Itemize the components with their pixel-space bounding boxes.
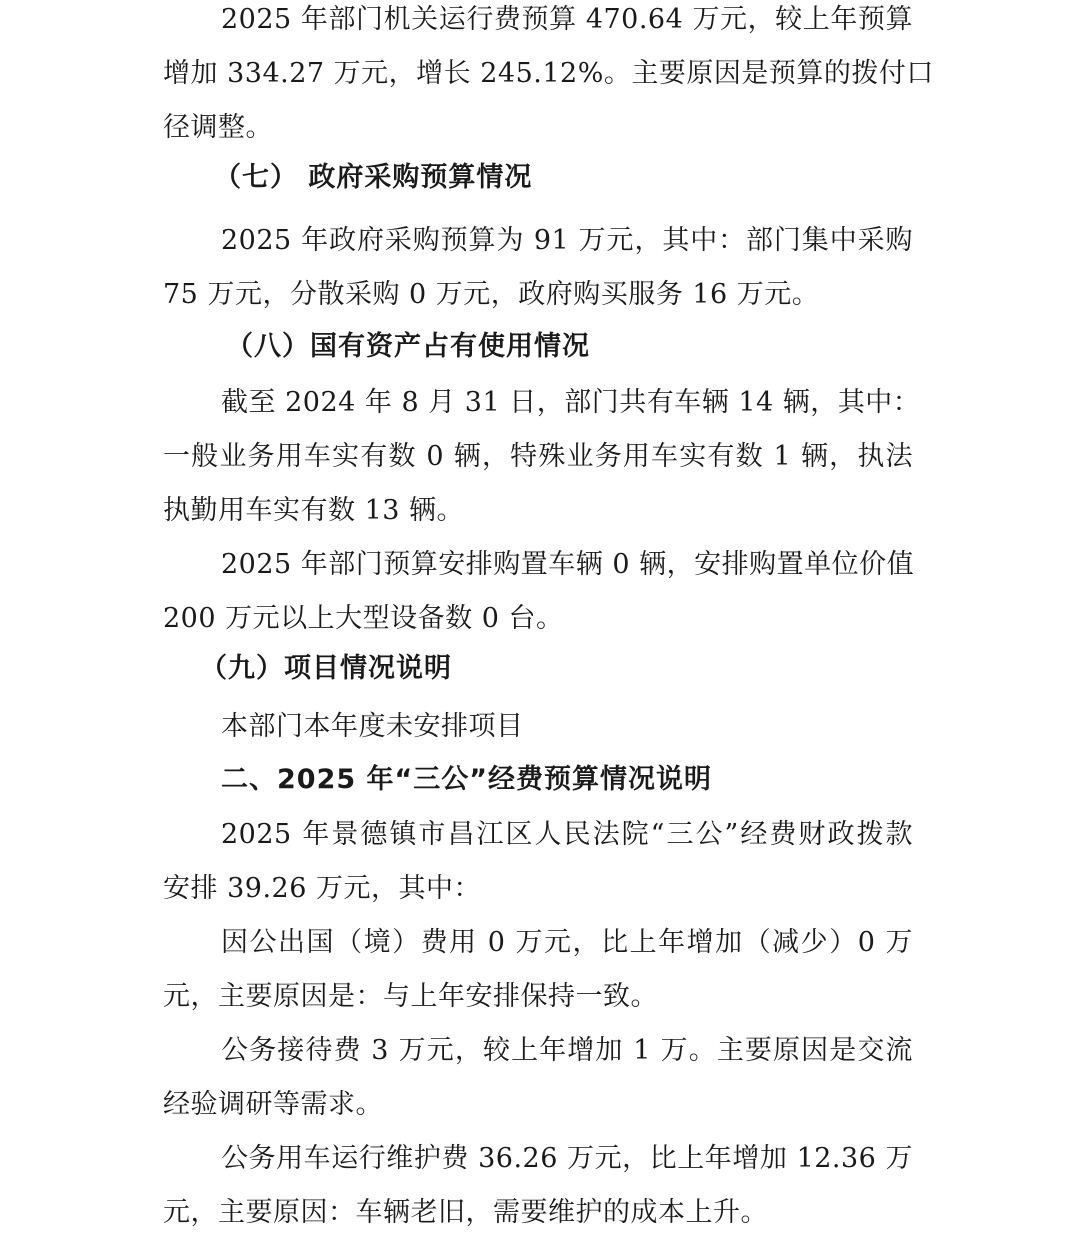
paragraph-line: 执勤用车实有数 13 辆。: [163, 495, 465, 526]
paragraph-line: 2025 年政府采购预算为 91 万元，其中：部门集中采购: [221, 225, 913, 256]
paragraph-line: 200 万元以上大型设备数 0 台。: [163, 603, 564, 634]
paragraph-line: 75 万元，分散采购 0 万元，政府购买服务 16 万元。: [163, 279, 820, 310]
paragraph-line: 截至 2024 年 8 月 31 日，部门共有车辆 14 辆，其中：: [221, 387, 921, 418]
paragraph-line: 经验调研等需求。: [163, 1089, 383, 1120]
paragraph-line: 增加 334.27 万元，增长 245.12%。主要原因是预算的拨付口: [163, 58, 934, 89]
paragraph-line: 因公出国（境）费用 0 万元，比上年增加（减少）0 万: [221, 927, 913, 958]
paragraph-line: 公务用车运行维护费 36.26 万元，比上年增加 12.36 万: [221, 1143, 913, 1174]
paragraph-line: 公务接待费 3 万元，较上年增加 1 万。主要原因是交流: [221, 1035, 913, 1066]
section-heading-three-public-expenses: 二、2025 年“三公”经费预算情况说明: [221, 764, 713, 795]
paragraph-line: 2025 年部门机关运行费预算 470.64 万元，较上年预算: [221, 4, 913, 35]
section-heading-procurement: （七） 政府采购预算情况: [214, 162, 533, 193]
paragraph-line: 径调整。: [163, 112, 273, 143]
paragraph-line: 元，主要原因是：与上年安排保持一致。: [163, 981, 658, 1012]
paragraph-line: 本部门本年度未安排项目: [221, 711, 524, 742]
section-heading-projects: （九）项目情况说明: [200, 653, 452, 684]
paragraph-line: 2025 年景德镇市昌江区人民法院“三公”经费财政拨款: [221, 819, 913, 850]
section-heading-assets: （八）国有资产占有使用情况: [226, 331, 590, 362]
paragraph-line: 元，主要原因：车辆老旧，需要维护的成本上升。: [163, 1197, 768, 1228]
paragraph-line: 安排 39.26 万元，其中：: [163, 873, 481, 904]
paragraph-line: 2025 年部门预算安排购置车辆 0 辆，安排购置单位价值: [221, 549, 915, 580]
paragraph-line: 一般业务用车实有数 0 辆，特殊业务用车实有数 1 辆，执法: [163, 441, 913, 472]
